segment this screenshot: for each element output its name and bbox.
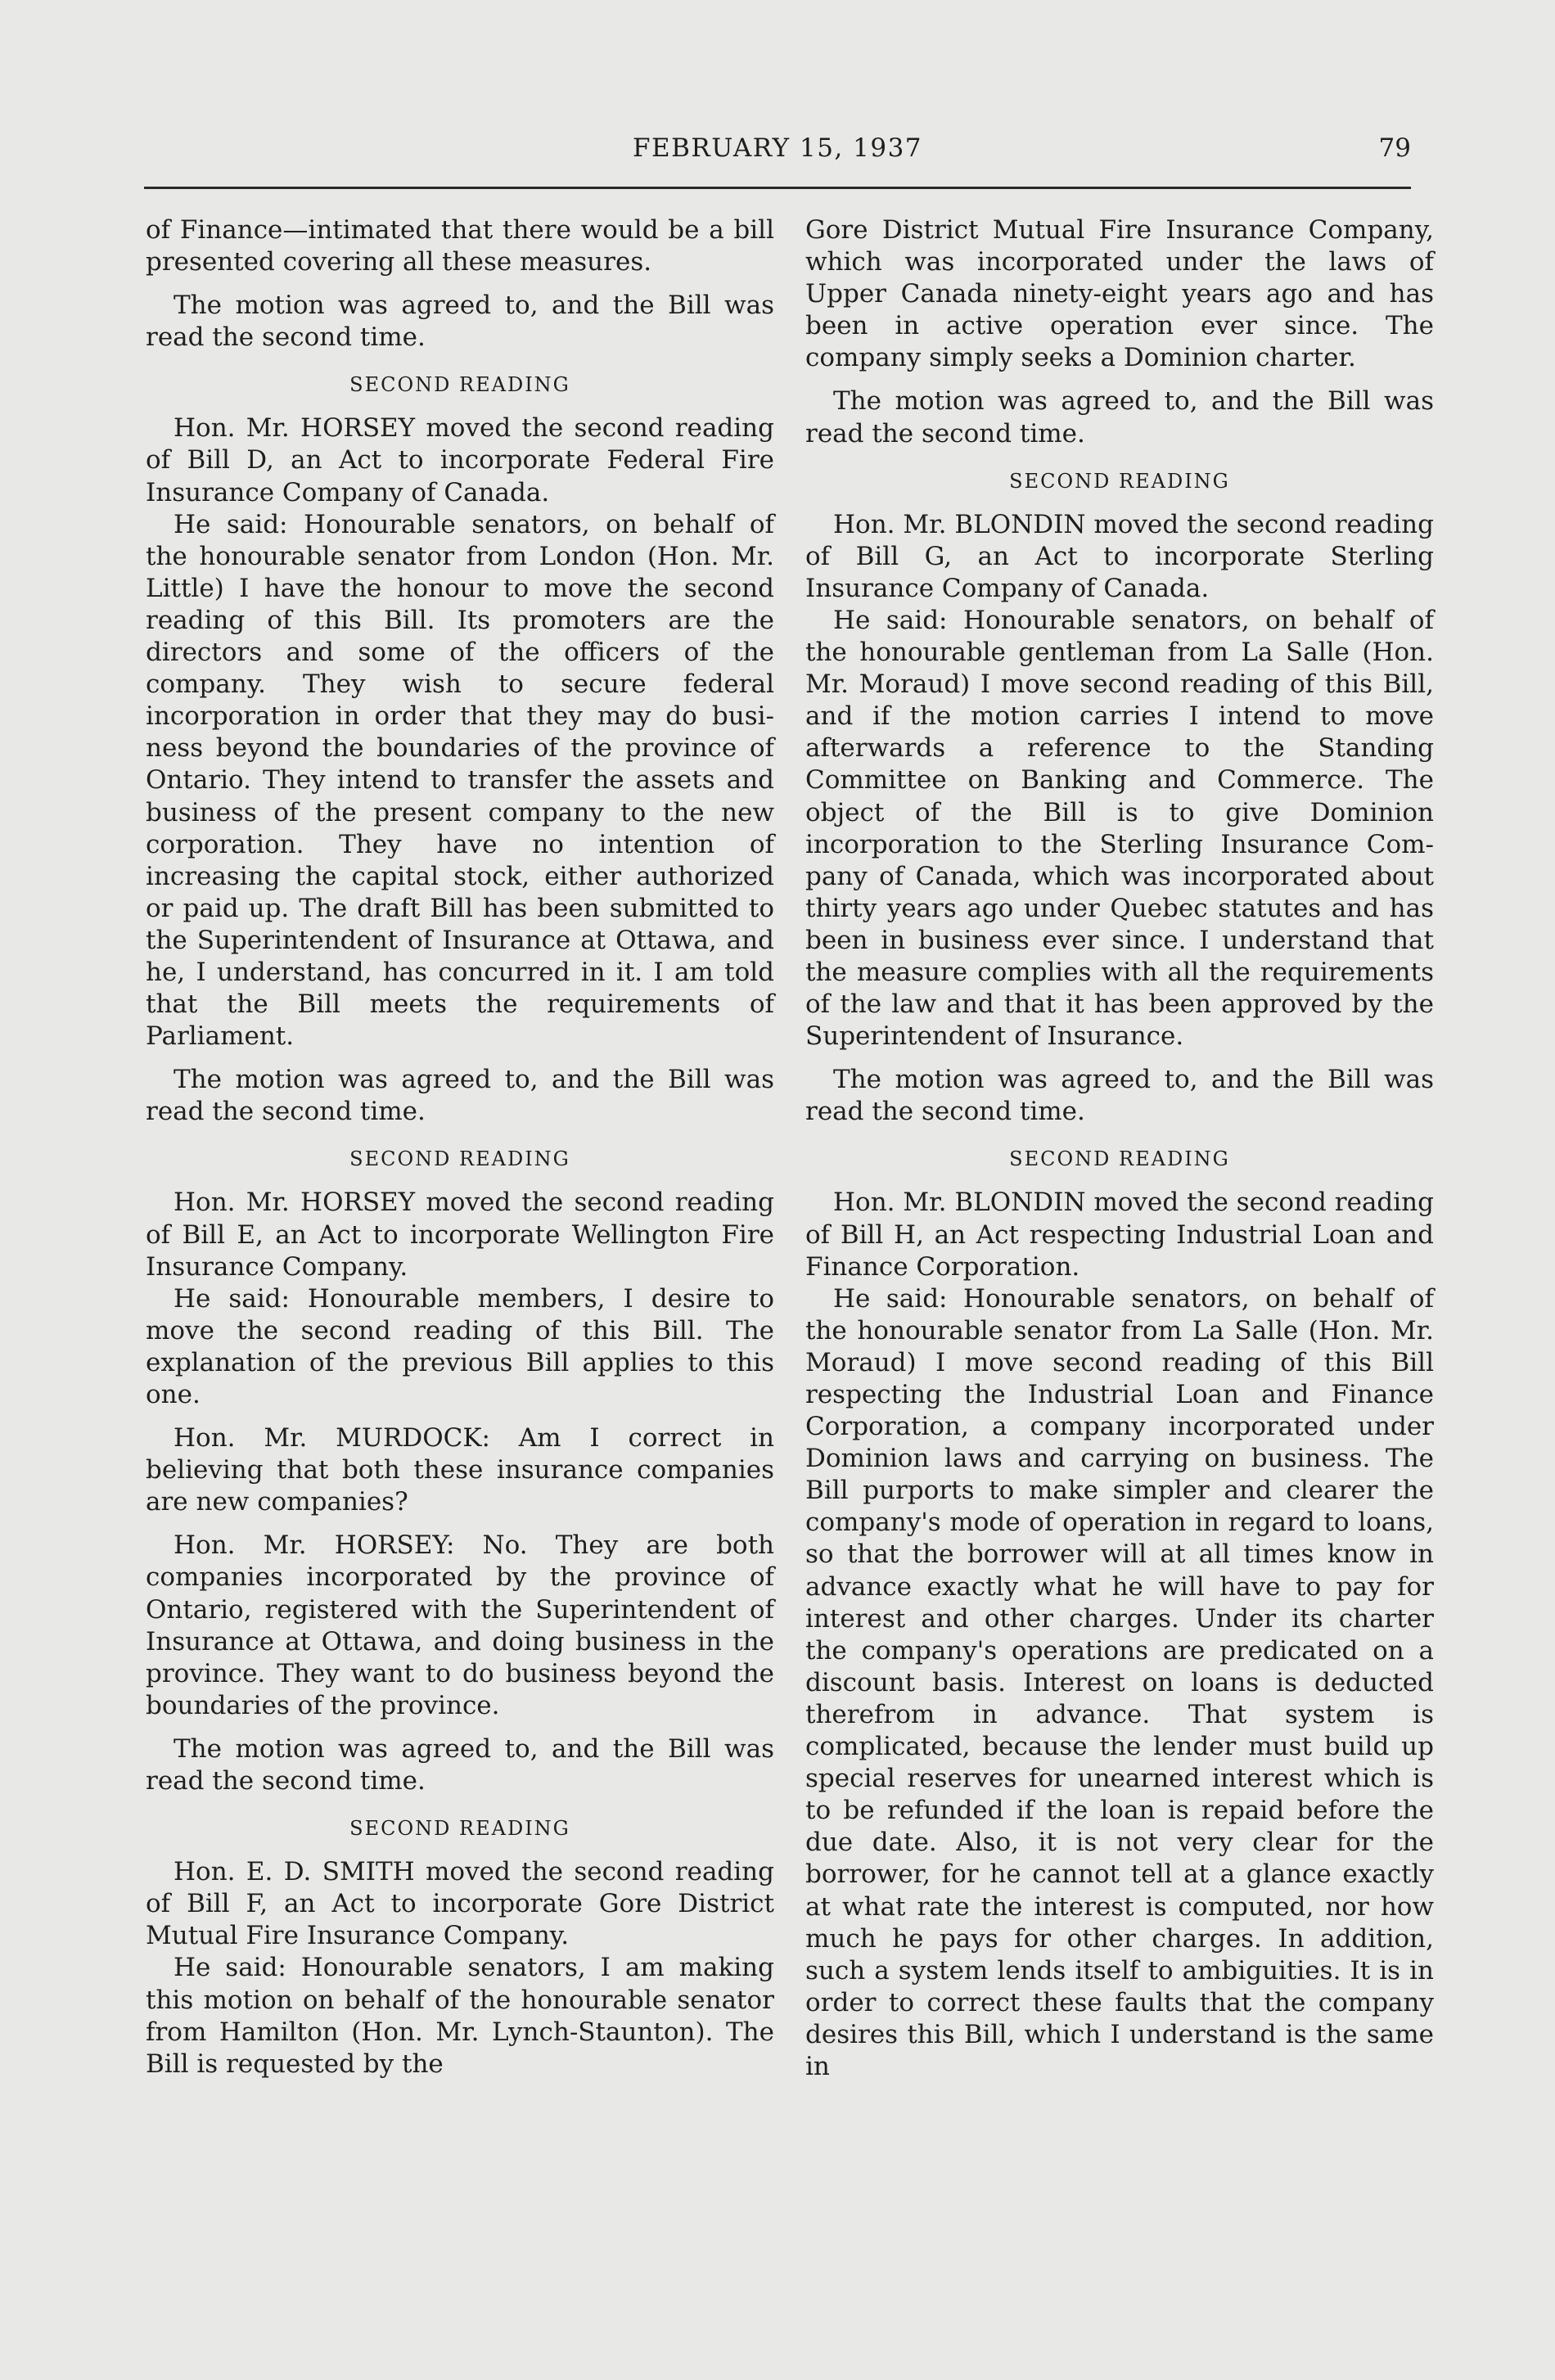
section-heading: SECOND READING (1009, 469, 1230, 493)
section-heading: SECOND READING (349, 1817, 570, 1841)
paragraph: He said: Honourable senators, I am making this motion on behalf of the honourable senator from Hamilton (Hon. Mr. Lynch-Staunton). The Bill is requested by the (146, 1953, 774, 2079)
paragraph: Hon. Mr. BLONDIN moved the second reading of Bill H, an Act respecting Industrial Loan and Finance Corporation. (805, 1188, 1434, 1282)
paragraph: He said: Honourable senators, on behalf of the honourable gentleman from La Salle (Hon. Mr. Moraud) I move second reading of this Bill, and if the motion carries I intend to move afterwards a reference to the Standing Committee on Banking and Commerce. The object of the Bill is to give Dominion incorporation to the Sterling Insurance Company of Canada, which was incorporated about thirty years ago under Quebec statutes and has been in business ever since. I understand that the measure complies with all the requirements of the law and that it has been approved by the Superintendent of Insurance. (805, 605, 1434, 1052)
paragraph: The motion was agreed to, and the Bill was read the second time. (146, 1065, 774, 1127)
page-header (144, 128, 1411, 174)
header-rule (144, 187, 1411, 189)
paragraph: He said: Honourable senators, on behalf of the honourable senator from London (Hon. Mr. Little) I have the honour to move the second reading of this Bill. Its promoters are the directors and some of the officers of the company. They wish to secure federal incorporation in order that they may do business beyond the boundaries of the province of Ontario. They intend to transfer the assets and business of the present company to the new corporation. They have no intention of increasing the capital stock, either authorized or paid up. The draft Bill has been submitted to the Superintendent of Insurance at Ottawa, and he, I understand, has concurred in it. I am told that the Bill meets the requirements of Parliament. (146, 509, 774, 1052)
paragraph: The motion was agreed to, and the Bill was read the second time. (805, 1065, 1434, 1127)
paragraph: He said: Honourable members, I desire to move the second reading of this Bill. The explanation of the previous Bill applies to this one. (146, 1283, 774, 1409)
paragraph: Hon. Mr. HORSEY moved the second reading of Bill D, an Act to incorporate Federal Fire Insurance Company of Canada. (146, 413, 774, 507)
section-heading: SECOND READING (1009, 1147, 1230, 1171)
paragraph: Hon. E. D. SMITH moved the second reading of Bill F, an Act to incorporate Gore District Mutual Fire Insurance Company. (146, 1857, 774, 1951)
page-number: 79 (1378, 133, 1411, 163)
paragraph: Hon. Mr. HORSEY moved the second reading of Bill E, an Act to incorporate Wellington Fire Insurance Company. (146, 1188, 774, 1282)
right-column (805, 214, 1434, 2094)
section-heading: SECOND READING (349, 1147, 570, 1171)
paragraph: The motion was agreed to, and the Bill was read the second time. (805, 386, 1434, 449)
paragraph: Gore District Mutual Fire Insurance Company, which was incorporated under the laws of Upper Canada ninety-eight years ago and has been in active operation ever since. The company simply seeks a Dominion charter. (805, 215, 1434, 373)
section-heading: SECOND READING (349, 373, 570, 397)
paragraph: Hon. Mr. MURDOCK: Am I correct in believing that both these insurance companies are new companies? (146, 1423, 774, 1517)
left-column (146, 214, 774, 2092)
paragraph: The motion was agreed to, and the Bill was read the second time. (146, 291, 774, 353)
paragraph: Hon. Mr. BLONDIN moved the second reading of Bill G, an Act to incorporate Sterling Insurance Company of Canada. (805, 509, 1434, 603)
paragraph: of Finance—intimated that there would be a bill presented covering all these measures. (146, 215, 774, 277)
paragraph: The motion was agreed to, and the Bill was read the second time. (146, 1733, 774, 1796)
paragraph: He said: Honourable senators, on behalf of the honourable senator from La Salle (Hon. Mr. Moraud) I move second reading of this Bill respecting the Industrial Loan and Finance Corporation, a company incorporated under Dominion laws and carrying on business. The Bill purports to make simpler and clearer the company's mode of operation in regard to loans, so that the borrower will at all times know in advance exactly what he will have to pay for interest and other charges. Under its charter the company's operations are predicated on a discount basis. Interest on loans is deducted therefrom in advance. That system is complicated, because the lender must build up special reserves for unearned interest which is to be refunded if the loan is repaid before the due date. Also, it is not very clear for the borrower, for he cannot tell at a glance exactly at what rate the interest is computed, nor how much he pays for other charges. In addition, such a system lends itself to ambiguities. It is in order to correct these faults that the company desires this Bill, which I understand is the same in (805, 1283, 1434, 2081)
paragraph: Hon. Mr. HORSEY: No. They are both companies incorporated by the province of Ontario, registered with the Superintendent of Insurance at Ottawa, and doing business in the province. They want to do business beyond the boundaries of the province. (146, 1530, 774, 1720)
header-date: FEBRUARY 15, 1937 (632, 133, 923, 163)
